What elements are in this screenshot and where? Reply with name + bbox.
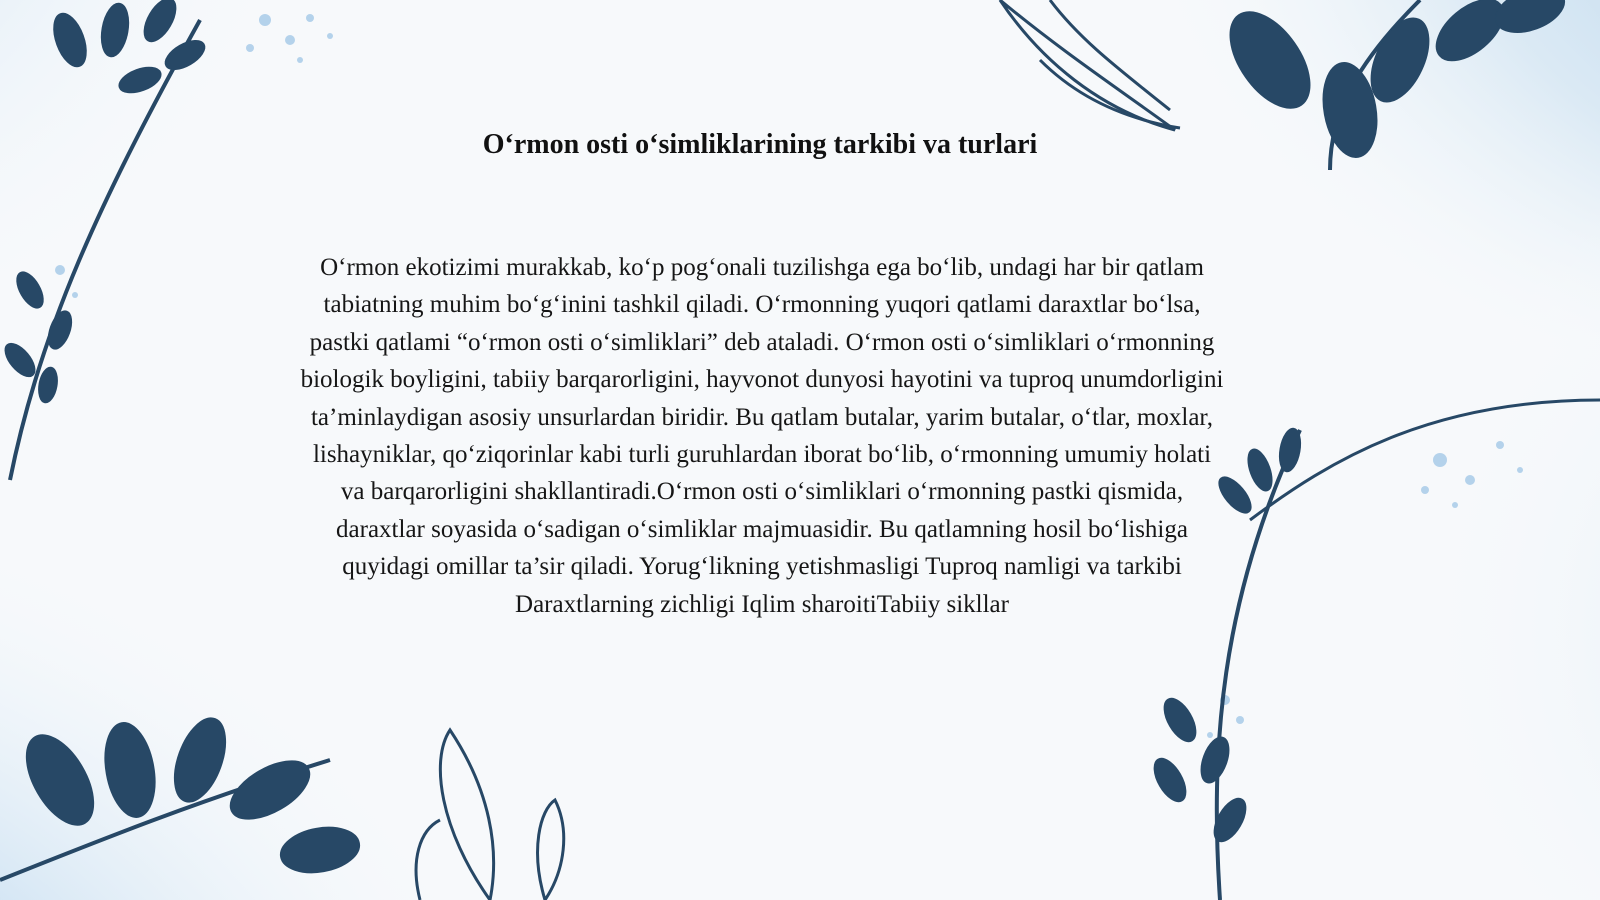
body-line: ta’minlaydigan asosiy unsurlardan biridir. Bu qatlam butalar, yarim butalar, o‘tlar, moxlar,: [310, 403, 1213, 431]
body-line: pastki qatlami “o‘rmon osti o‘simliklari” deb ataladi. O‘rmon osti o‘simliklari o‘rmonning: [309, 328, 1215, 356]
body-line: Daraxtlarning zichligi Iqlim sharoitiTabiiy sikllar: [515, 590, 1009, 618]
body-line: lishayniklar, qo‘ziqorinlar kabi turli guruhlardan iborat bo‘lib, o‘rmonning umumiy holati: [312, 441, 1212, 469]
body-line: va barqarorligini shakllantiradi.O‘rmon osti o‘simliklari o‘rmonning pastki qismida,: [340, 478, 1184, 506]
slide-title: O‘rmon osti o‘simliklarining tarkibi va turlari: [482, 129, 1038, 160]
body-line: O‘rmon ekotizimi murakkab, ko‘p pog‘onali tuzilishga ega bo‘lib, undagi har bir qatlam: [320, 254, 1204, 281]
slide-body-text: [262, 249, 1262, 623]
body-line: biologik boyligini, tabiiy barqarorligini, hayvonot dunyosi hayotini va tuproq unumdorligini: [300, 366, 1224, 394]
body-line: daraxtlar soyasida o‘sadigan o‘simliklar majmuasidir. Bu qatlamning hosil bo‘lishiga: [336, 515, 1188, 543]
body-line: tabiatning muhim bo‘g‘inini tashkil qiladi. O‘rmonning yuqori qatlami daraxtlar bo‘lsa,: [323, 291, 1201, 319]
body-line: quyidagi omillar ta’sir qiladi. Yorug‘likning yetishmasligi Tuproq namligi va tarkibi: [342, 553, 1182, 581]
